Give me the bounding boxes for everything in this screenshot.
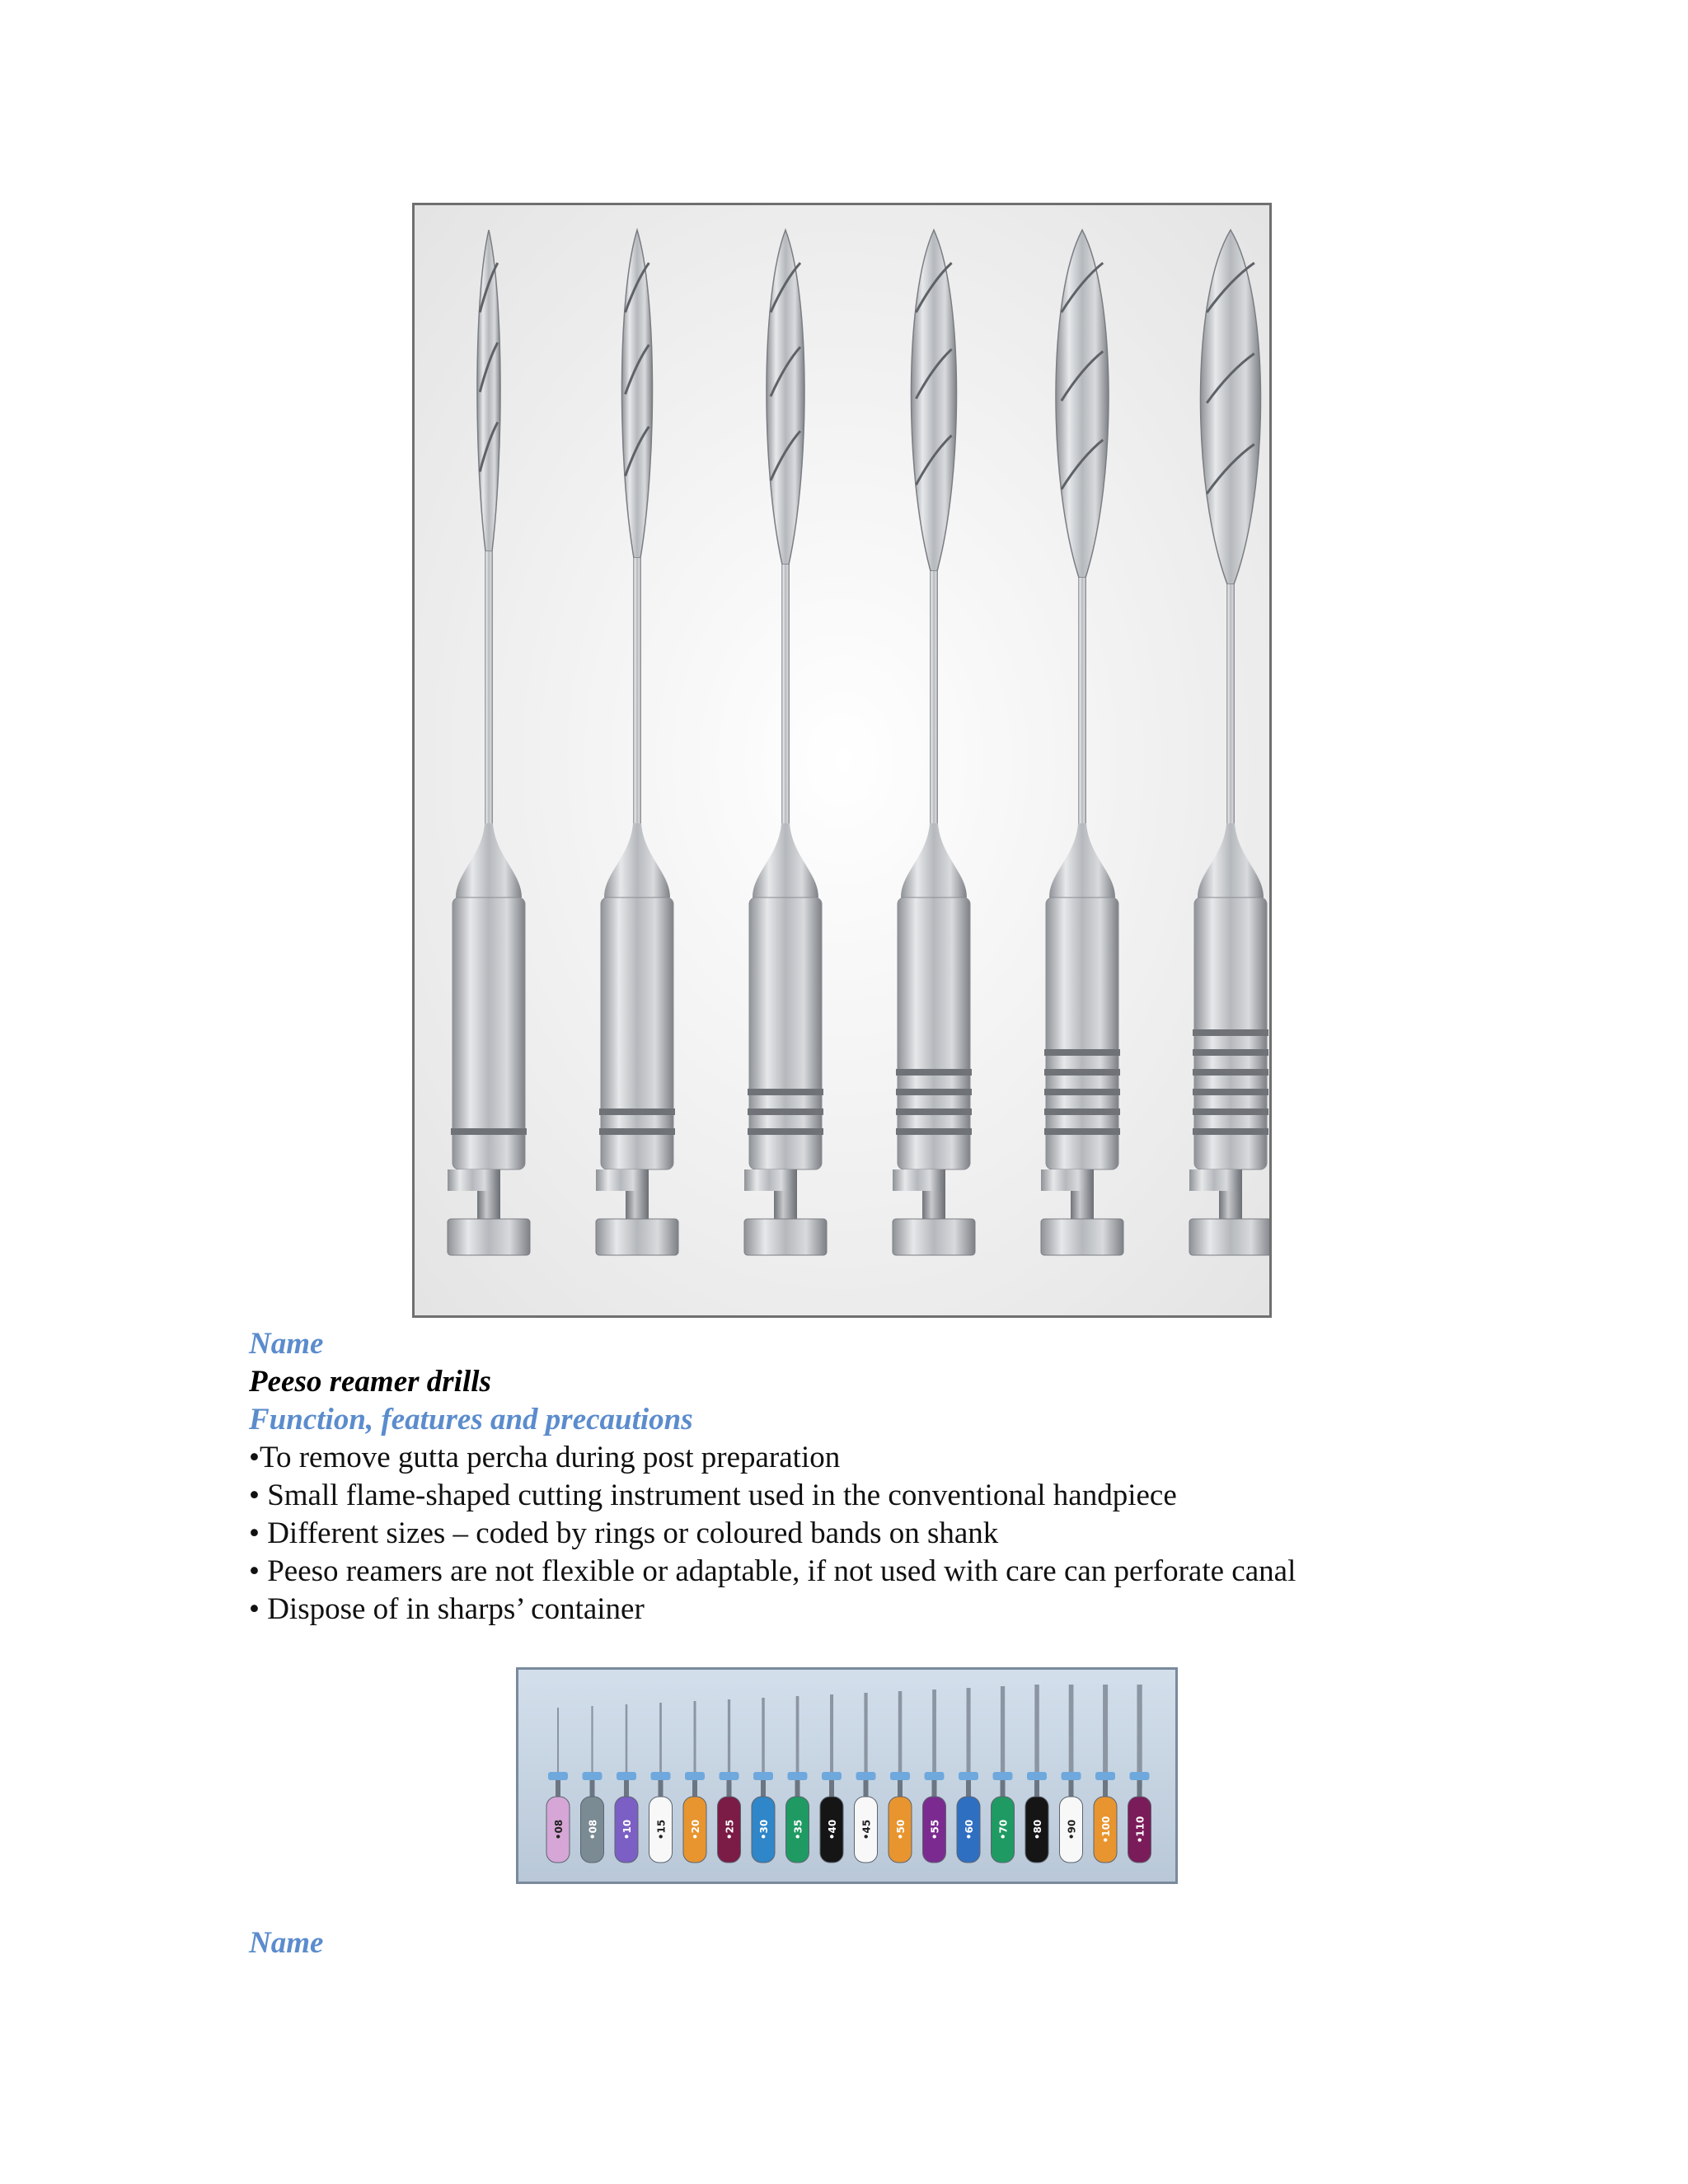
function-heading: Function, features and precautions: [249, 1403, 693, 1436]
file-size-label: •45: [860, 1819, 873, 1840]
file-size-label: •40: [827, 1819, 838, 1840]
file-size-label: •25: [724, 1819, 736, 1840]
file-size-label: •08: [553, 1819, 565, 1840]
file-size-label: •55: [929, 1819, 941, 1840]
file-size-label: •70: [997, 1819, 1010, 1840]
file-size-label: •20: [690, 1819, 701, 1840]
bullet-item: • Peeso reamers are not flexible or adaptable, if not used with care can perforate canal: [249, 1554, 1296, 1588]
name-heading: Name: [249, 1327, 324, 1361]
file-size-label: •50: [895, 1819, 907, 1840]
file-size-label: •110: [1134, 1816, 1146, 1844]
file-size-label: •08: [587, 1819, 599, 1840]
file-size-label: •100: [1100, 1816, 1112, 1844]
file-size-label: •80: [1032, 1819, 1043, 1840]
file-size-label: •90: [1066, 1819, 1078, 1840]
file-size-label: •15: [655, 1819, 668, 1840]
bullet-item: •To remove gutta percha during post preparation: [249, 1441, 841, 1474]
peeso-reamers-image: [412, 203, 1272, 1318]
name-heading-2: Name: [249, 1926, 324, 1960]
item-name: Peeso reamer drills: [249, 1365, 491, 1399]
file-size-label: •60: [964, 1819, 975, 1840]
file-size-label: •35: [792, 1819, 804, 1840]
bullet-item: • Small flame-shaped cutting instrument used in the conventional handpiece: [249, 1479, 1177, 1512]
file-size-label: •30: [758, 1819, 770, 1840]
endodontic-files-image: [516, 1667, 1178, 1884]
file-size-label: •10: [621, 1819, 633, 1840]
bullet-item: • Dispose of in sharps’ container: [249, 1592, 645, 1626]
bullet-item: • Different sizes – coded by rings or coloured bands on shank: [249, 1516, 999, 1550]
